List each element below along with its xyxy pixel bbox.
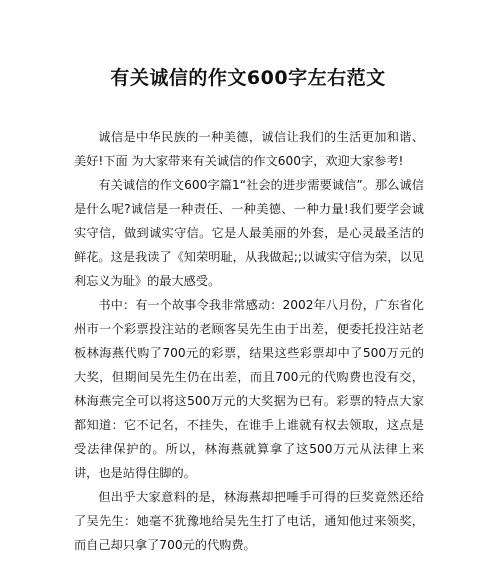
document-body (74, 125, 424, 557)
document-title: 有关诚信的作文600字左右范文 (110, 67, 386, 89)
paragraph-story-ending: 但出乎大家意料的是，林海燕却把唾手可得的巨奖竟然还给了吴先生：她毫不犹豫地给吴先生打了电话，通知他过来领奖，而自己却只拿了700元的代购费。 (74, 490, 424, 552)
paragraph-story: 书中：有一个故事令我非常感动：2002年八月份，广东省化州市一个彩票投注站的老顾客吴先生由于出差，便委托投注站老板林海燕代购了700元的彩票，结果这些彩票却中了500万元的大奖，但期间吴先生仍在出差，而且700元的代购费也没有交，林海燕完全可以将这500万元的大奖据为已有。彩票的特点大家都知道：它不记名，不挂失，在谁手上谁就有权去领取，这点是受法律保护的。所以，林海燕就算拿了这500万元从法律上来讲，也是站得住脚的。 (74, 298, 424, 480)
paragraph-intro: 诚信是中华民族的一种美德，诚信让我们的生活更加和谐、美好!下面 为大家带来有关诚信的作文600字，欢迎大家参考! (74, 130, 424, 168)
paragraph-essay-opening: 有关诚信的作文600字篇1“社会的进步需要诚信”。那么诚信是什么呢?诚信是一种责任、一种美德、一种力量!我们要学会诚实守信，做到诚实守信。它是人最美丽的外套，是心灵最圣洁的鲜花。这是我读了《知荣明耻，从我做起;;以诚实守信为荣，以见利忘义为耻》的最大感受。 (74, 178, 424, 288)
